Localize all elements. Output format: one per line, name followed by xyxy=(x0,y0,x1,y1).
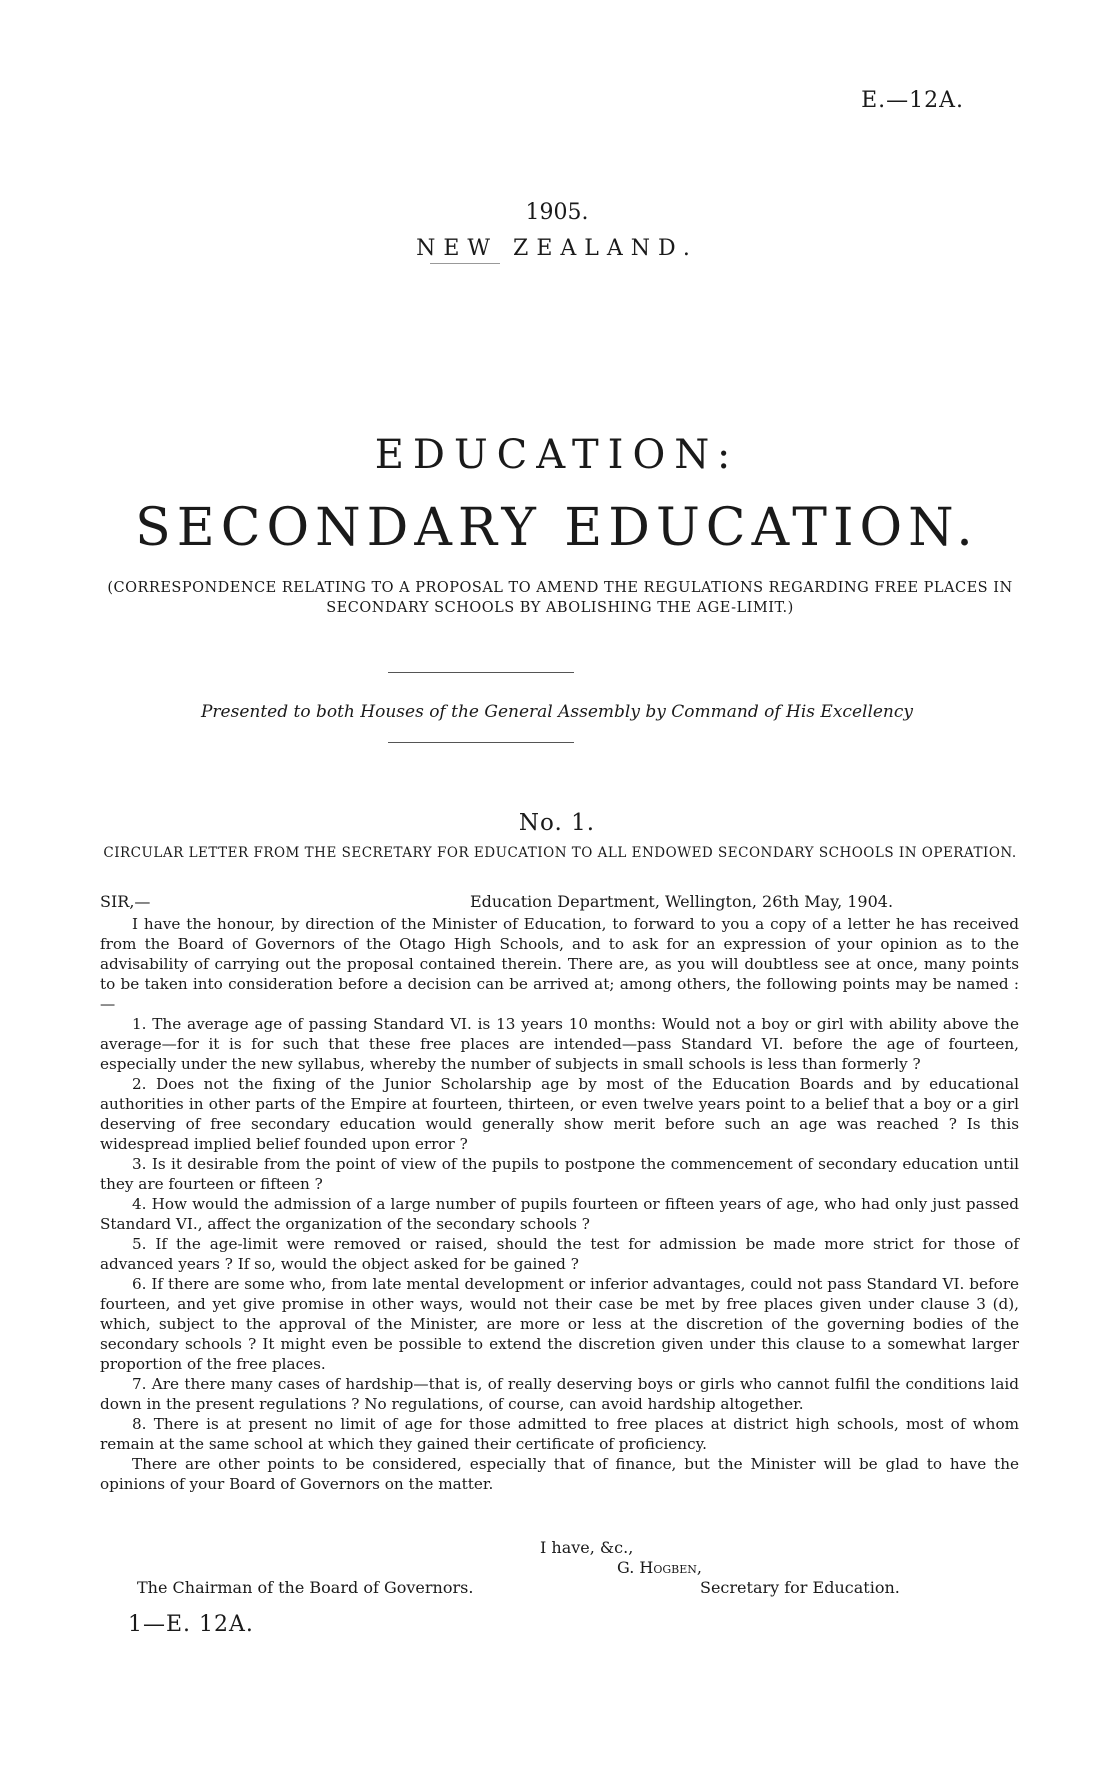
paragraph: 7. Are there many cases of hardship—that is, of really deserving boys or girls who cannot fulfil the conditions laid down in the present regulations ? No regulations, of course, can avoid hardship altogether. xyxy=(100,1375,1019,1413)
salutation: SIR,— xyxy=(100,892,151,911)
paragraph: 4. How would the admission of a large number of pupils fourteen or fifteen years of age, who had only just passed Standard VI., affect the organization of the secondary schools ? xyxy=(100,1195,1019,1233)
rule-above-presented xyxy=(388,672,574,673)
year: 1905. xyxy=(525,200,589,225)
heading-secondary-education: SECONDARY EDUCATION. xyxy=(135,498,979,558)
paragraph: 1. The average age of passing Standard VI. is 13 years 10 months: Would not a boy or girl with ability above the average—for it is for such that these free places are intended—pass Standard VI. before the age of fourteen, especially under the new syllabus, whereby the number of subjects in small schools is less than formerly ? xyxy=(100,1015,1019,1073)
country: NEW ZEALAND. xyxy=(416,236,698,261)
addressee: The Chairman of the Board of Governors. xyxy=(137,1578,474,1597)
letter-body xyxy=(100,914,1019,1494)
presented-line: Presented to both Houses of the General Assembly by Command of His Excellency xyxy=(200,702,914,722)
circular-title: CIRCULAR LETTER FROM THE SECRETARY FOR EDUCATION TO ALL ENDOWED SECONDARY SCHOOLS IN OPERATION. xyxy=(103,845,1017,861)
subtitle: (CORRESPONDENCE RELATING TO A PROPOSAL TO AMEND THE REGULATIONS REGARDING FREE PLACES IN SECONDARY SCHOOLS BY ABOLISHING THE AGE-LIMIT.) xyxy=(107,580,1013,616)
dateline: Education Department, Wellington, 26th May, 1904. xyxy=(470,892,894,911)
heading-education: EDUCATION: xyxy=(374,432,740,478)
paragraph: 8. There is at present no limit of age for those admitted to free places at district high schools, most of whom remain at the same school at which they gained their certificate of proficiency. xyxy=(100,1415,1019,1453)
paragraph: 5. If the age-limit were removed or raised, should the test for admission be made more strict for those of advanced years ? If so, would the object asked for be gained ? xyxy=(100,1235,1019,1273)
paragraph: 2. Does not the fixing of the Junior Scholarship age by most of the Education Boards and by educational authorities in other parts of the Empire at fourteen, thirteen, or even twelve years point to a belief that a boy or a girl deserving of free secondary education would generally show merit before such an age was reached ? Is this widespread implied belief founded upon error ? xyxy=(100,1075,1019,1153)
paragraph: I have the honour, by direction of the Minister of Education, to forward to you a copy of a letter he has received from the Board of Governors of the Otago High Schools, and to ask for an expression of your opinion as to the advisability of carrying out the proposal contained therein. There are, as you will doubtless see at once, many points to be taken into consideration before a decision can be arrived at; among others, the following points may be named :— xyxy=(100,915,1019,1013)
page-reference: E.—12A. xyxy=(861,88,964,113)
paragraph: 6. If there are some who, from late mental development or inferior advantages, could not pass Standard VI. before fourteen, and yet give promise in other ways, would not their case be met by free places given under clause 3 (d), which, subject to the approval of the Minister, are more or less at the discretion of the governing bodies of the secondary schools ? It might even be possible to extend the discretion given under this clause to a somewhat larger proportion of the free places. xyxy=(100,1275,1019,1373)
short-rule xyxy=(430,263,500,264)
signatory-name: G. Hogben, xyxy=(617,1558,702,1577)
paragraph: 3. Is it desirable from the point of view of the pupils to postpone the commencement of secondary education until they are fourteen or fifteen ? xyxy=(100,1155,1019,1193)
closing: I have, &c., xyxy=(540,1538,634,1557)
rule-below-presented xyxy=(388,742,574,743)
signatory-title: Secretary for Education. xyxy=(700,1578,900,1597)
document-number: No. 1. xyxy=(518,810,596,836)
footer-reference: 1—E. 12A. xyxy=(128,1612,254,1637)
paragraph: There are other points to be considered, especially that of finance, but the Minister will be glad to have the opinions of your Board of Governors on the matter. xyxy=(100,1455,1019,1493)
